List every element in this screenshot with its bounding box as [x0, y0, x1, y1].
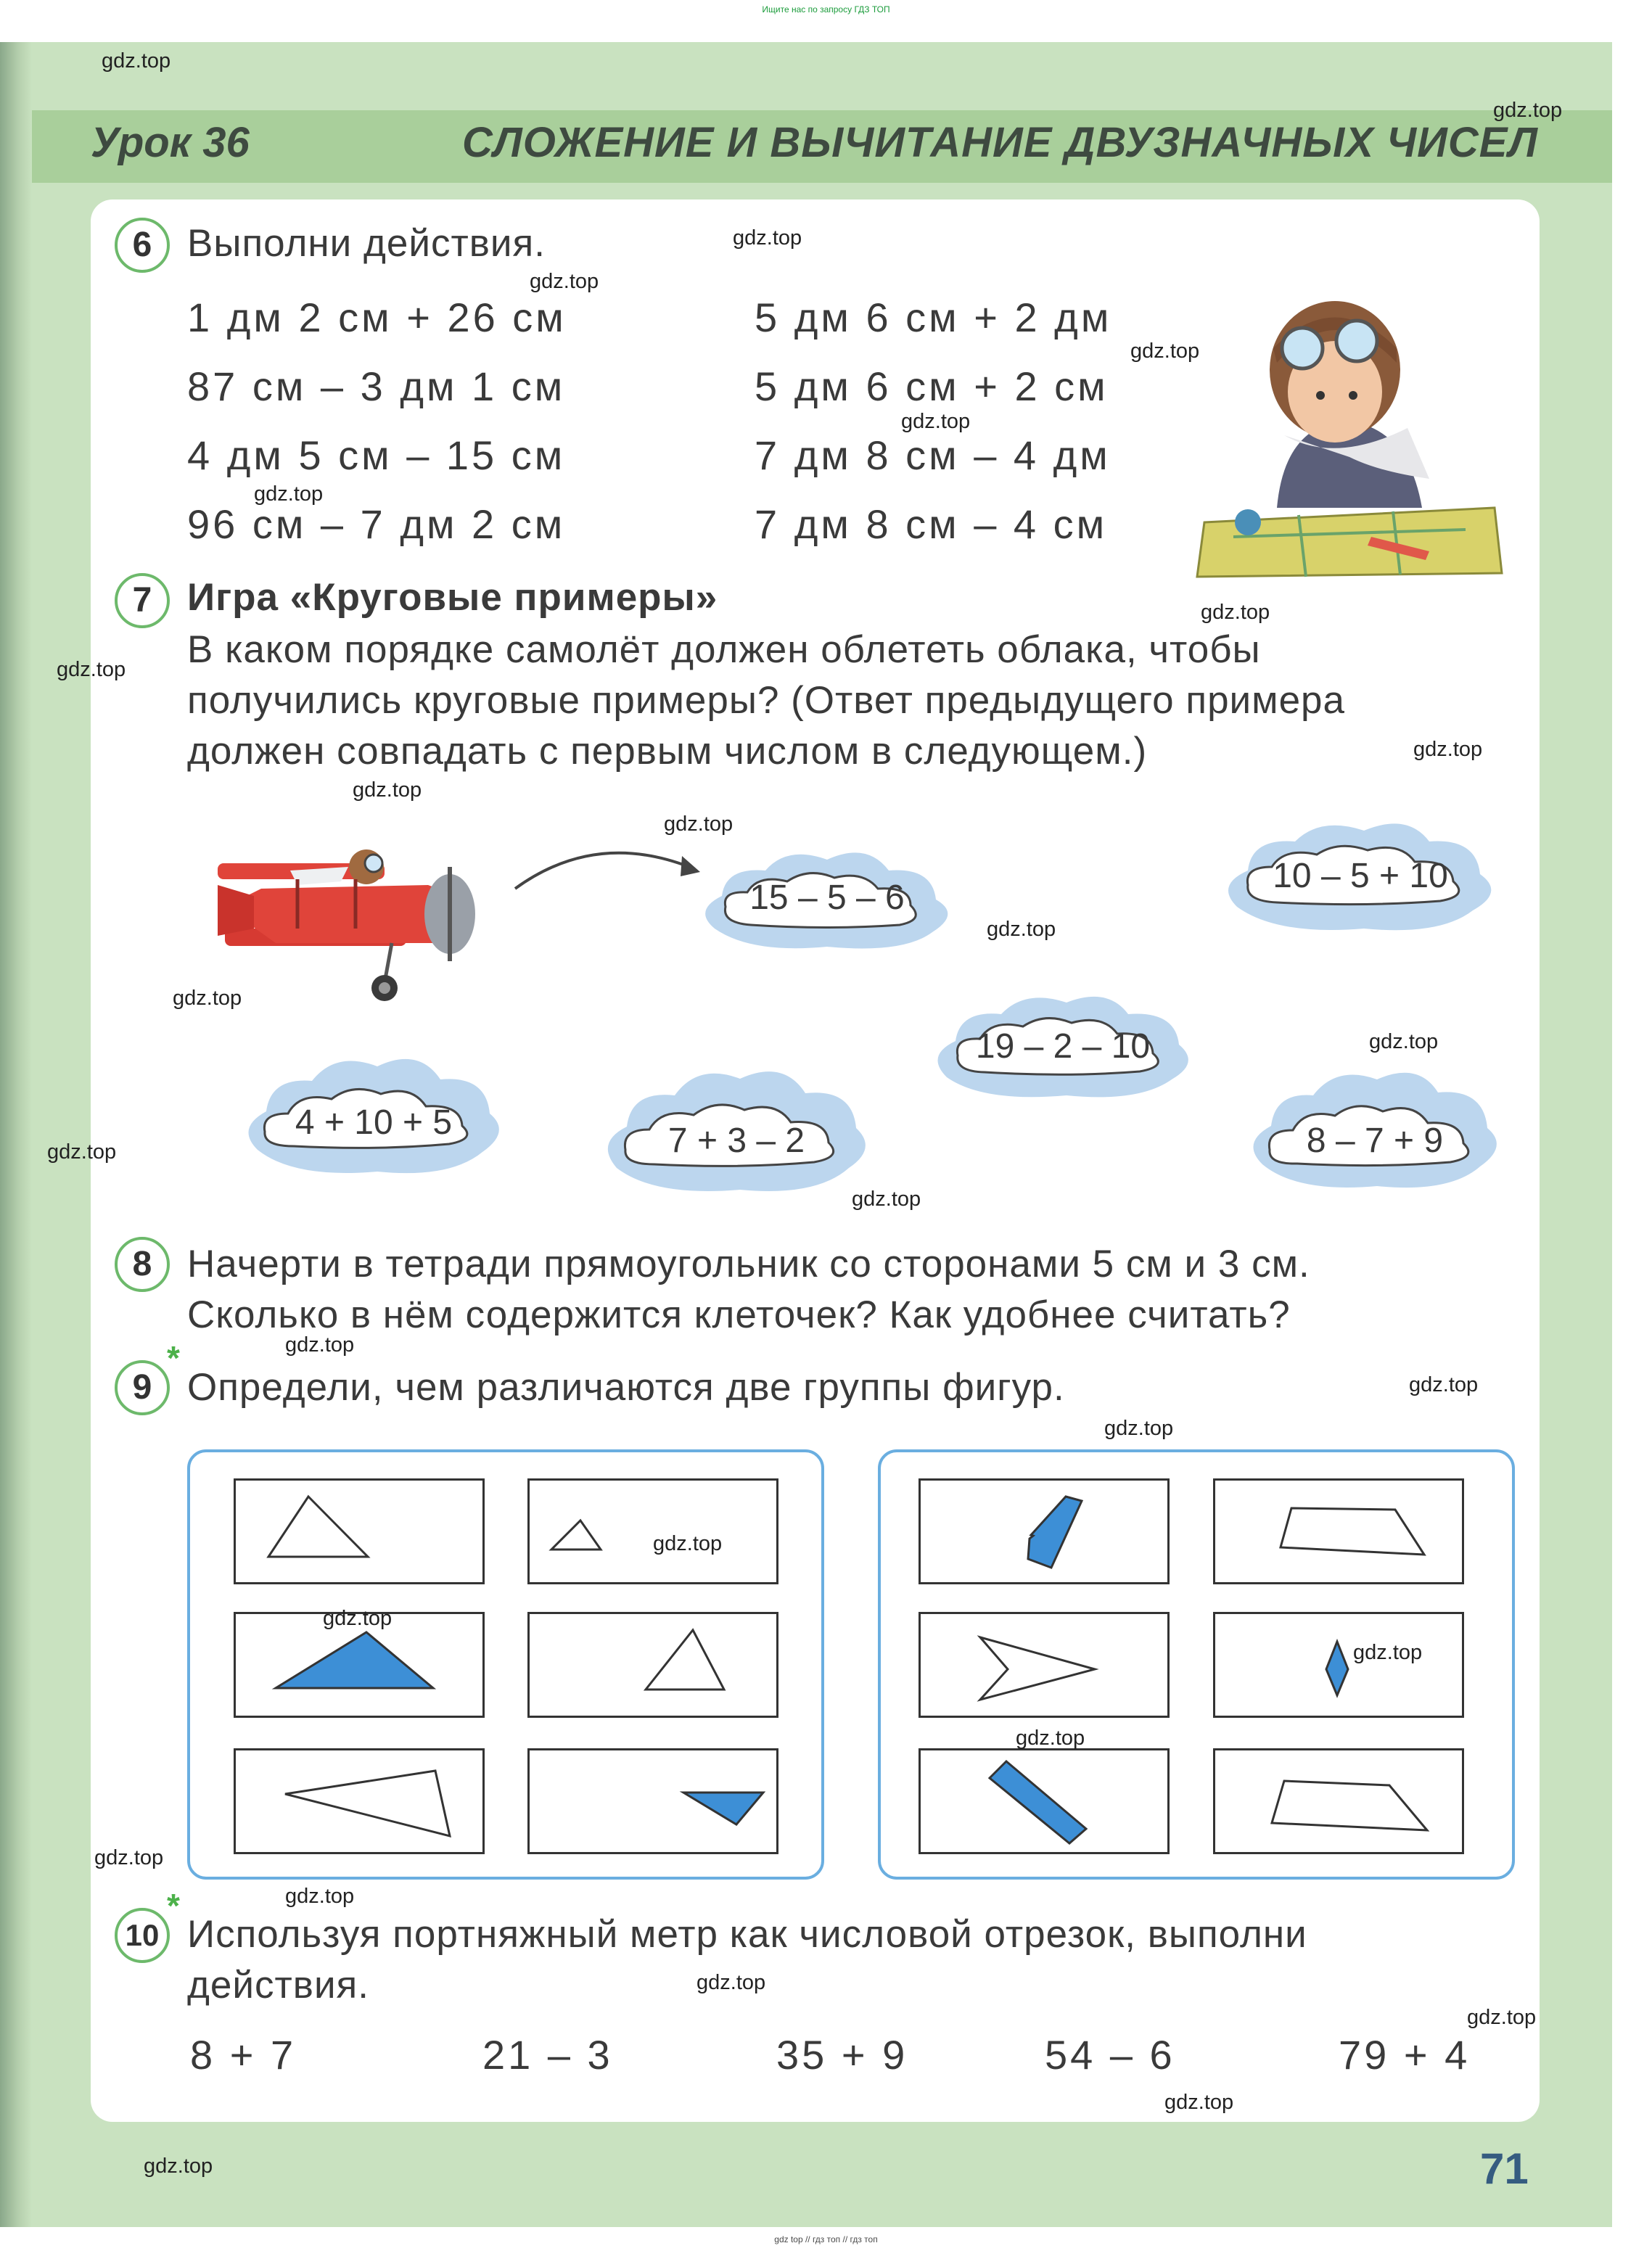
task6-example: 87 см – 3 дм 1 см [187, 363, 566, 409]
task8-text-line: Начерти в тетради прямоугольник со сторонами 5 см и 3 см. [187, 1243, 1310, 1285]
cloud-expression: 10 – 5 + 10 [1273, 857, 1448, 895]
cloud-expression: 8 – 7 + 9 [1306, 1122, 1444, 1160]
cloud[interactable] [236, 1045, 511, 1182]
lesson-label: Урок 36 [91, 119, 250, 166]
watermark: gdz.top [285, 1333, 355, 1357]
cloud-expression: 7 + 3 – 2 [667, 1122, 805, 1160]
watermark: gdz.top [353, 778, 422, 802]
watermark: gdz.top [94, 1846, 164, 1869]
watermark: gdz.top [323, 1607, 393, 1630]
task-number-6: 6 [115, 218, 170, 273]
task6-example: 96 см – 7 дм 2 см [187, 501, 566, 547]
watermark: gdz.top [733, 226, 802, 250]
figure-cell [234, 1748, 485, 1854]
star-icon: * [167, 1339, 180, 1377]
figure-cell [919, 1748, 1170, 1854]
task10-example: 79 + 4 [1339, 2032, 1471, 2078]
task10-example: 8 + 7 [190, 2032, 297, 2078]
figure-cell [234, 1478, 485, 1584]
watermark: gdz.top [1353, 1641, 1423, 1664]
watermark: gdz.top [1016, 1727, 1085, 1750]
figure-group-1 [187, 1449, 824, 1880]
pilot-illustration [1190, 290, 1509, 580]
watermark: gdz.top [144, 2155, 213, 2178]
figure-cell [527, 1478, 778, 1584]
figure-cell [919, 1612, 1170, 1718]
task-number-8: 8 [115, 1237, 170, 1292]
watermark: gdz.top [1369, 1030, 1439, 1053]
task6-example: 7 дм 8 см – 4 см [755, 501, 1108, 547]
figure-cell [1213, 1612, 1464, 1718]
task6-prompt: Выполни действия. [187, 222, 546, 265]
bottom-note: gdz top // гдз топ // гдз топ [774, 2234, 878, 2244]
flight-arrow [508, 834, 711, 907]
watermark: gdz.top [1104, 1417, 1174, 1440]
task7-title: Игра «Круговые примеры» [187, 576, 718, 619]
watermark: gdz.top [1467, 2006, 1537, 2029]
cloud[interactable] [1241, 1059, 1509, 1197]
task8-text-line: Сколько в нём содержится клеточек? Как удобнее считать? [187, 1293, 1291, 1336]
figure-cell [1213, 1748, 1464, 1854]
lesson-topic: СЛОЖЕНИЕ И ВЫЧИТАНИЕ ДВУЗНАЧНЫХ ЧИСЕЛ [462, 119, 1538, 166]
watermark: gdz.top [664, 812, 733, 836]
airplane-illustration [210, 827, 515, 1008]
watermark: gdz.top [285, 1885, 355, 1908]
task6-example: 5 дм 6 см + 2 см [755, 363, 1109, 409]
cloud[interactable] [595, 1055, 878, 1201]
task6-example: 7 дм 8 см – 4 дм [755, 432, 1111, 478]
watermark: gdz.top [653, 1532, 723, 1555]
task10-example: 54 – 6 [1045, 2032, 1175, 2078]
task-number-7: 7 [115, 573, 170, 628]
task-number-10: 10 [115, 1908, 170, 1963]
watermark: gdz.top [57, 658, 126, 681]
cloud-expression: 19 – 2 – 10 [975, 1027, 1151, 1066]
task10-text-line: Используя портняжный метр как числовой отрезок, выполни [187, 1913, 1307, 1956]
cloud[interactable] [693, 841, 961, 958]
watermark: gdz.top [1493, 99, 1563, 122]
page-number: 71 [1480, 2144, 1529, 2193]
cloud[interactable] [925, 987, 1201, 1106]
watermark: gdz.top [987, 918, 1056, 941]
watermark: gdz.top [1164, 2091, 1234, 2114]
task-number-9: 9 [115, 1360, 170, 1415]
task7-text-line: получились круговые примеры? (Ответ предыдущего примера [187, 679, 1346, 722]
watermark: gdz.top [852, 1188, 921, 1211]
task6-example: 1 дм 2 см + 26 см [187, 295, 567, 340]
watermark: gdz.top [1130, 339, 1200, 363]
watermark: gdz.top [1409, 1373, 1479, 1396]
figure-cell [527, 1748, 778, 1854]
watermark: gdz.top [901, 410, 971, 433]
watermark: gdz.top [47, 1140, 117, 1164]
cloud-expression: 4 + 10 + 5 [295, 1103, 453, 1142]
watermark: gdz.top [1201, 601, 1270, 624]
task6-example: 5 дм 6 см + 2 дм [755, 295, 1112, 340]
figure-cell [919, 1478, 1170, 1584]
cloud-expression: 15 – 5 – 6 [749, 878, 905, 917]
figure-cell [1213, 1478, 1464, 1584]
star-icon: * [167, 1887, 180, 1925]
top-note: Ищите нас по запросу ГДЗ ТОП [762, 4, 890, 15]
task10-text-line: действия. [187, 1964, 369, 2007]
figure-cell [527, 1612, 778, 1718]
task10-example: 35 + 9 [776, 2032, 908, 2078]
task9-prompt: Определи, чем различаются две группы фигур. [187, 1366, 1065, 1409]
watermark: gdz.top [173, 987, 242, 1010]
cloud[interactable] [1215, 812, 1505, 939]
task7-text-line: должен совпадать с первым числом в следующем.) [187, 730, 1148, 773]
watermark: gdz.top [530, 270, 599, 293]
watermark: gdz.top [1413, 738, 1483, 761]
watermark: gdz.top [254, 482, 324, 506]
task10-example: 21 – 3 [482, 2032, 613, 2078]
watermark: gdz.top [696, 1971, 766, 1994]
task7-text-line: В каком порядке самолёт должен облететь облака, чтобы [187, 628, 1261, 671]
watermark: gdz.top [102, 49, 171, 73]
task6-example: 4 дм 5 см – 15 см [187, 432, 566, 478]
book-spine [0, 42, 32, 2227]
